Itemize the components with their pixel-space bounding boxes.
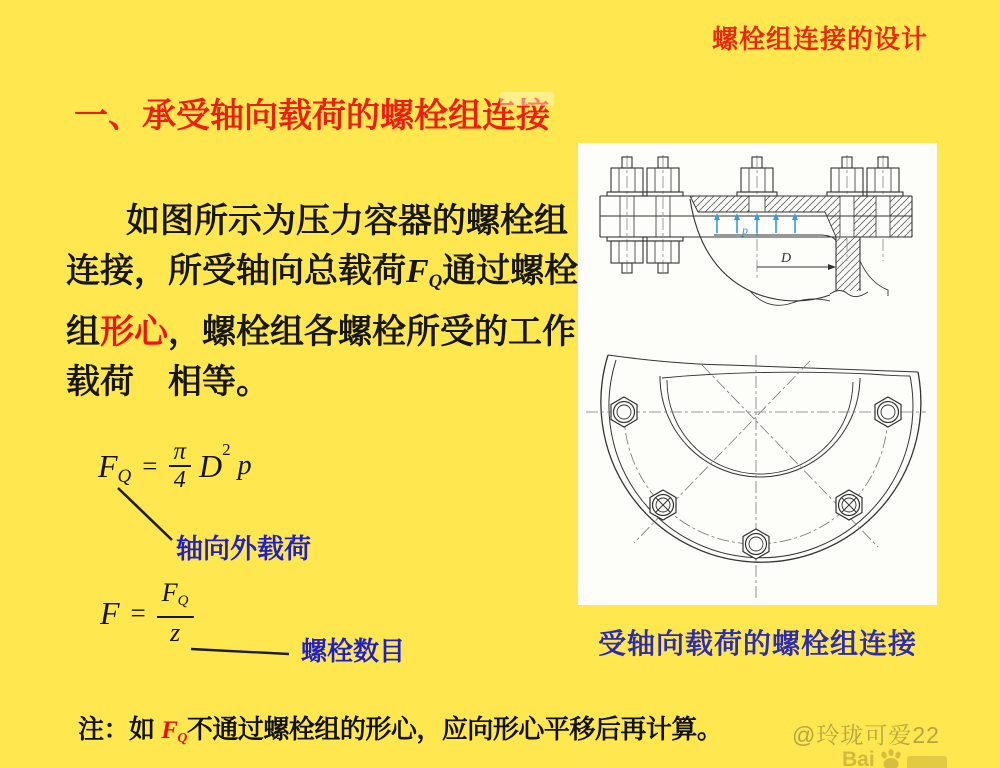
fq-symbol: FQ <box>406 253 443 293</box>
body-line: 连接，所受轴向总载荷FQ通过螺栓 <box>66 252 579 293</box>
fq-symbol: FQ <box>161 717 187 745</box>
baidu-logo-watermark: Bai <box>842 747 947 768</box>
figure-caption: 受轴向载荷的螺栓组连接 <box>597 628 917 659</box>
hex-bolt-crossed <box>836 490 862 520</box>
baidu-paw-icon <box>878 747 904 768</box>
body-line: 如图所示为压力容器的螺栓组 <box>126 202 568 240</box>
faint-watermark <box>500 92 554 106</box>
hex-bolt <box>875 397 901 427</box>
body-paragraph <box>66 196 586 407</box>
author-watermark: @玲珑可爱22 <box>792 722 940 748</box>
fraction: $\frac{\pi}{4}$ <box>169 438 192 494</box>
label-axial-external-load: 轴向外载荷 <box>176 534 311 564</box>
hex-bolt <box>743 529 769 559</box>
figure-section-view <box>600 155 912 305</box>
highlight-centroid: 形心 <box>100 313 168 352</box>
diameter-label: D <box>781 251 792 266</box>
section-heading: 一、承受轴向载荷的螺栓组连接 <box>74 97 550 135</box>
footnote: 注：如 FQ不通过螺栓组的形心，应向形心平移后再计算。 <box>78 714 723 745</box>
body-line: 组形心，螺栓组各螺栓所受的工作 <box>66 313 576 352</box>
fraction: $\frac{FQ}{z}$ <box>157 578 194 648</box>
hex-bolt <box>611 397 637 427</box>
label-number-of-bolts: 螺栓数目 <box>301 636 406 666</box>
opening-arc <box>660 376 860 477</box>
figure-flange-view <box>586 355 926 601</box>
bolt-nuts-bottom <box>607 237 683 273</box>
formula-axial-load: F Q = $\frac{\pi}{4}$ D 2 p <box>98 438 252 493</box>
formula-bolt-load: F = $\frac{FQ}{z}$ <box>100 578 202 648</box>
bolt-nuts-top <box>607 157 903 196</box>
centerlines <box>586 355 926 601</box>
break-edge <box>608 355 918 372</box>
wall-section-hatch <box>836 237 860 291</box>
diameter-dimension <box>757 264 836 270</box>
hex-bolt-crossed <box>650 490 676 520</box>
body-line: 载荷 相等。 <box>66 363 270 402</box>
pressure-label: p <box>742 223 748 237</box>
slide-header-title: 螺栓组连接的设计 <box>711 24 928 54</box>
logo-text-blob <box>907 756 947 768</box>
figure-drawing <box>578 143 937 605</box>
figure-panel <box>578 143 937 605</box>
break-edge <box>662 372 910 378</box>
